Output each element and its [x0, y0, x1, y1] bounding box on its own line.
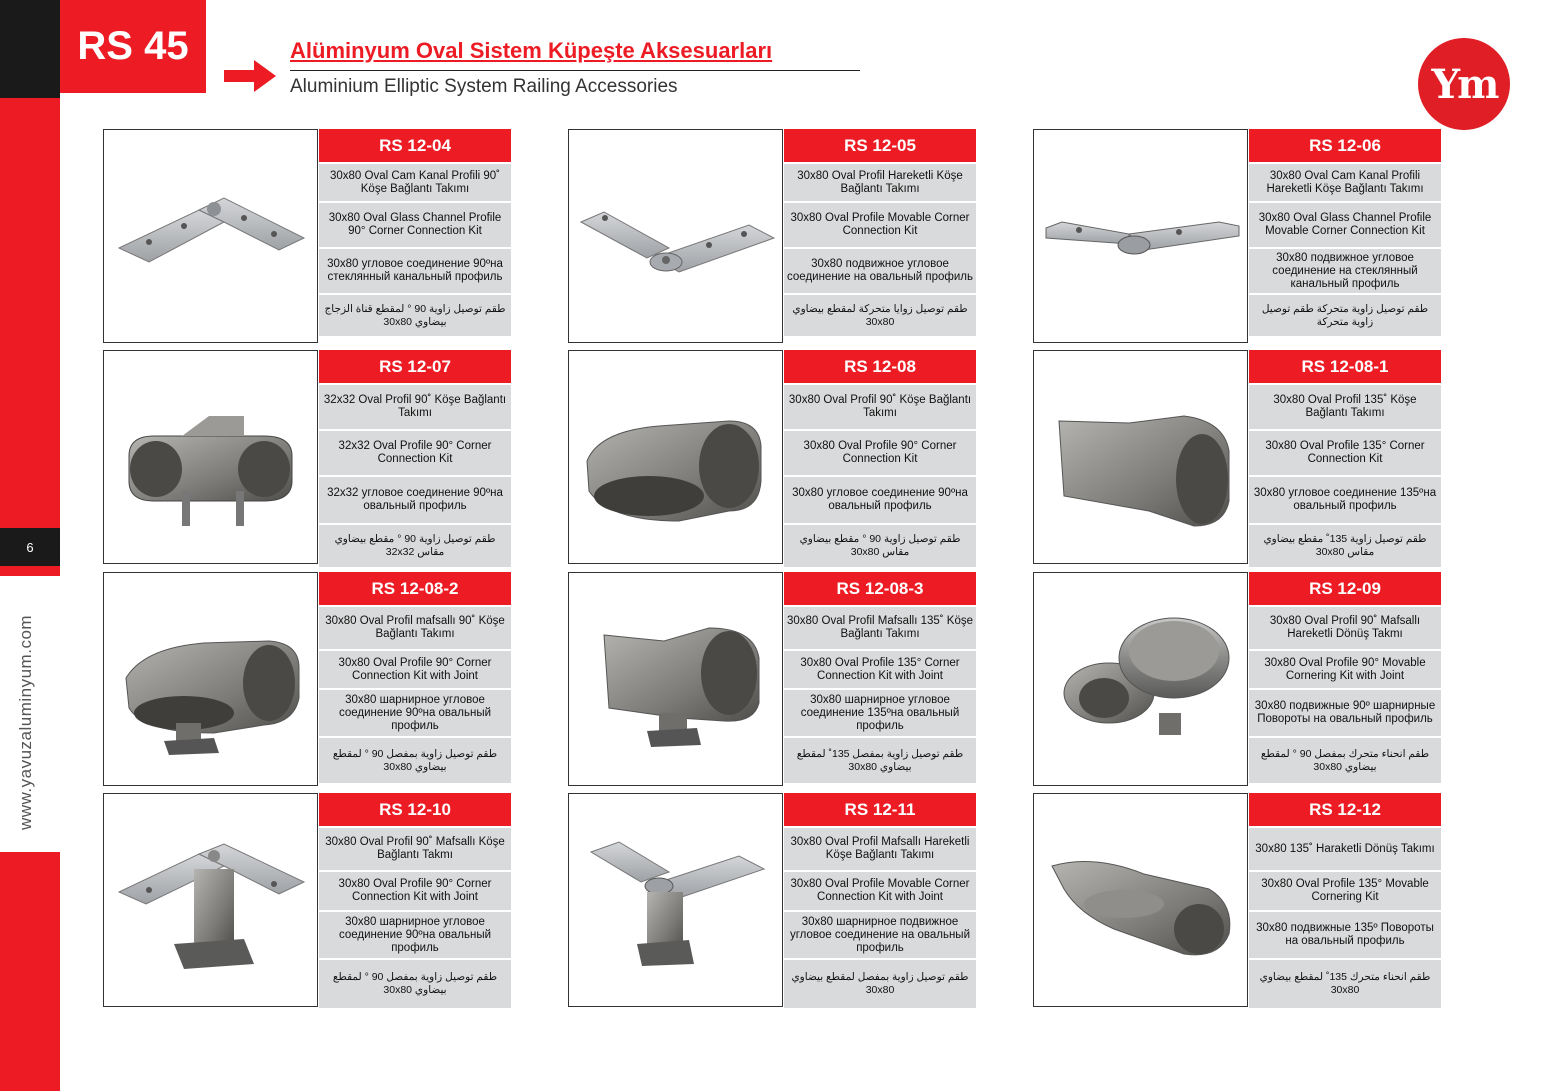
sidebar-red-strip [0, 566, 60, 576]
desc-en: 30x80 Oval Profile 135° Corner Connection Kit with Joint [784, 651, 976, 688]
product-card [568, 129, 976, 345]
product-image [568, 129, 783, 343]
sidebar-top-block [0, 0, 60, 98]
product-image [568, 350, 783, 564]
desc-en: 32x32 Oval Profile 90° Corner Connection Kit [319, 431, 511, 475]
desc-ru: 30x80 угловое соединение 135ºна овальный профиль [1249, 477, 1441, 523]
desc-ru: 30x80 подвижные 90º шарнирные Повороты на овальный профиль [1249, 690, 1441, 736]
product-image [1033, 350, 1248, 564]
page-title-en: Aluminium Elliptic System Railing Accessories [290, 76, 678, 97]
product-code: RS 12-12 [1249, 793, 1441, 826]
desc-ar: طقم توصيل زاوية 90 ° مقطع بيضاوي مقاس 32x32 [319, 525, 511, 567]
sidebar-red-band [0, 98, 60, 528]
desc-ru: 30x80 угловое соединение 90ºна стеклянный канальный профиль [319, 249, 511, 293]
desc-ar: طقم توصيل زاوية 90 ° لمقطع قناة الزجاج بيضاوي 30x80 [319, 295, 511, 336]
product-code: RS 12-10 [319, 793, 511, 826]
desc-ru: 32x32 угловое соединение 90ºна овальный профиль [319, 477, 511, 523]
product-code: RS 12-07 [319, 350, 511, 383]
desc-tr: 30x80 Oval Profil Mafsallı 135˚ Köşe Bağlantı Takımı [784, 607, 976, 649]
desc-ru: 30x80 подвижное угловое соединение на стеклянный канальный профиль [1249, 249, 1441, 293]
product-code: RS 12-08-2 [319, 572, 511, 605]
hinged-plate-icon [569, 130, 782, 342]
product-code: RS 12-11 [784, 793, 976, 826]
plate-with-post-icon [104, 794, 317, 1006]
desc-ar: طقم توصيل زاوية بمفصل لمقطع بيضاوي 30x80 [784, 960, 976, 1008]
product-code: RS 12-06 [1249, 129, 1441, 162]
jointed-corner-90-icon [104, 573, 317, 785]
desc-tr: 30x80 Oval Profil 90˚ Mafsallı Hareketli Dönüş Takmı [1249, 607, 1441, 649]
brand-logo [1418, 38, 1510, 130]
desc-tr: 30x80 Oval Profil 90˚ Mafsallı Köşe Bağlantı Takmı [319, 828, 511, 870]
desc-en: 30x80 Oval Profile 90° Corner Connection Kit with Joint [319, 872, 511, 910]
desc-ru: 30x80 шарнирное угловое соединение 90ºна овальный профиль [319, 912, 511, 958]
product-code: RS 12-04 [319, 129, 511, 162]
desc-ar: طقم توصيل زاوية متحركة طقم توصيل زاوية متحركة [1249, 295, 1441, 336]
desc-ar: طقم توصيل زاوية 135˚ مقطع بيضاوي مقاس 30x80 [1249, 525, 1441, 567]
desc-en: 30x80 Oval Profile 90° Corner Connection Kit [784, 431, 976, 475]
desc-ar: طقم توصيل زاوية 90 ° مقطع بيضاوي مقاس 30x80 [784, 525, 976, 567]
product-code: RS 12-08-3 [784, 572, 976, 605]
product-card [568, 350, 976, 566]
flat-corner-plate-icon [104, 130, 317, 342]
jointed-corner-135-icon [569, 573, 782, 785]
desc-ru: 30x80 шарнирное подвижное угловое соединение на овальный профиль [784, 912, 976, 958]
desc-ar: طقم توصيل زوايا متحركة لمقطع بيضاوي 30x80 [784, 295, 976, 336]
desc-tr: 32x32 Oval Profil 90˚ Köşe Bağlantı Takımı [319, 385, 511, 429]
desc-ar: طقم انحناء متحرك بمفصل 90 ° لمقطع بيضاوي 30x80 [1249, 738, 1441, 783]
product-image [103, 572, 318, 786]
website-url[interactable]: www.yavuzaluminyum.com [16, 614, 35, 830]
product-image [103, 129, 318, 343]
movable-turn-90-icon [1034, 573, 1247, 785]
product-code: RS 12-09 [1249, 572, 1441, 605]
desc-ru: 30x80 шарнирное угловое соединение 90ºна овальный профиль [319, 690, 511, 736]
title-divider [290, 70, 860, 71]
desc-en: 30x80 Oval Profile Movable Corner Connection Kit [784, 203, 976, 247]
product-card [568, 793, 976, 1009]
product-image [568, 572, 783, 786]
desc-tr: 30x80 Oval Cam Kanal Profili Hareketli Köşe Bağlantı Takımı [1249, 164, 1441, 201]
product-card [1033, 793, 1441, 1009]
desc-ru: 30x80 угловое соединение 90ºна овальный профиль [784, 477, 976, 523]
desc-tr: 30x80 Oval Profil Mafsallı Hareketli Köşe Bağlantı Takımı [784, 828, 976, 870]
product-image [1033, 572, 1248, 786]
product-card [568, 572, 976, 788]
desc-ar: طقم انحناء متحرك 135˚ لمقطع بيضاوي 30x80 [1249, 960, 1441, 1008]
desc-ru: 30x80 подвижные 135º Повороты на овальный профиль [1249, 912, 1441, 958]
product-card [1033, 129, 1441, 345]
product-card [103, 350, 511, 566]
hinged-channel-plate-icon [1034, 130, 1247, 342]
desc-en: 30x80 Oval Profile Movable Corner Connection Kit with Joint [784, 872, 976, 910]
product-code: RS 12-08-1 [1249, 350, 1441, 383]
desc-en: 30x80 Oval Glass Channel Profile Movable Corner Connection Kit [1249, 203, 1441, 247]
arrow-right-icon [224, 60, 276, 92]
desc-ar: طقم توصيل زاوية بمفصل 135˚ لمقطع بيضاوي 30x80 [784, 738, 976, 783]
product-image [103, 793, 318, 1007]
hinged-plate-with-post-icon [569, 794, 782, 1006]
logo-text: Ym [1431, 60, 1497, 108]
product-code: RS 12-05 [784, 129, 976, 162]
desc-ar: طقم توصيل زاوية بمفصل 90 ° لمقطع بيضاوي 30x80 [319, 738, 511, 783]
desc-en: 30x80 Oval Glass Channel Profile 90° Corner Connection Kit [319, 203, 511, 247]
page-title-tr: Alüminyum Oval Sistem Küpeşte Aksesuarları [290, 38, 773, 63]
oval-corner-90-icon [569, 351, 782, 563]
product-image [568, 793, 783, 1007]
desc-tr: 30x80 Oval Profil 135˚ Köşe Bağlantı Takımı [1249, 385, 1441, 429]
page-number: 6 [0, 528, 60, 566]
sidebar-red-footer [0, 852, 60, 1091]
product-card [103, 793, 511, 1009]
product-card [1033, 350, 1441, 566]
desc-tr: 30x80 Oval Profil Hareketli Köşe Bağlantı Takımı [784, 164, 976, 201]
desc-tr: 30x80 Oval Cam Kanal Profili 90˚ Köşe Bağlantı Takımı [319, 164, 511, 201]
desc-en: 30x80 Oval Profile 90° Movable Cornering Kit with Joint [1249, 651, 1441, 688]
desc-en: 30x80 Oval Profile 90° Corner Connection Kit with Joint [319, 651, 511, 688]
desc-ru: 30x80 шарнирное угловое соединение 135ºна овальный профиль [784, 690, 976, 736]
desc-en: 30x80 Oval Profile 135° Movable Cornering Kit [1249, 872, 1441, 910]
series-badge: RS 45 [60, 0, 206, 93]
desc-tr: 30x80 135˚ Haraketli Dönüş Takımı [1249, 828, 1441, 870]
product-card [103, 572, 511, 788]
product-card [1033, 572, 1441, 788]
product-image [103, 350, 318, 564]
product-image [1033, 793, 1248, 1007]
channel-corner-icon [104, 351, 317, 563]
movable-turn-135-icon [1034, 794, 1247, 1006]
product-card [103, 129, 511, 345]
desc-tr: 30x80 Oval Profil mafsallı 90˚ Köşe Bağlantı Takımı [319, 607, 511, 649]
oval-corner-135-icon [1034, 351, 1247, 563]
desc-tr: 30x80 Oval Profil 90˚ Köşe Bağlantı Takımı [784, 385, 976, 429]
product-code: RS 12-08 [784, 350, 976, 383]
desc-ru: 30x80 подвижное угловое соединение на овальный профиль [784, 249, 976, 293]
desc-en: 30x80 Oval Profile 135° Corner Connection Kit [1249, 431, 1441, 475]
product-image [1033, 129, 1248, 343]
desc-ar: طقم توصيل زاوية بمفصل 90 ° لمقطع بيضاوي 30x80 [319, 960, 511, 1008]
